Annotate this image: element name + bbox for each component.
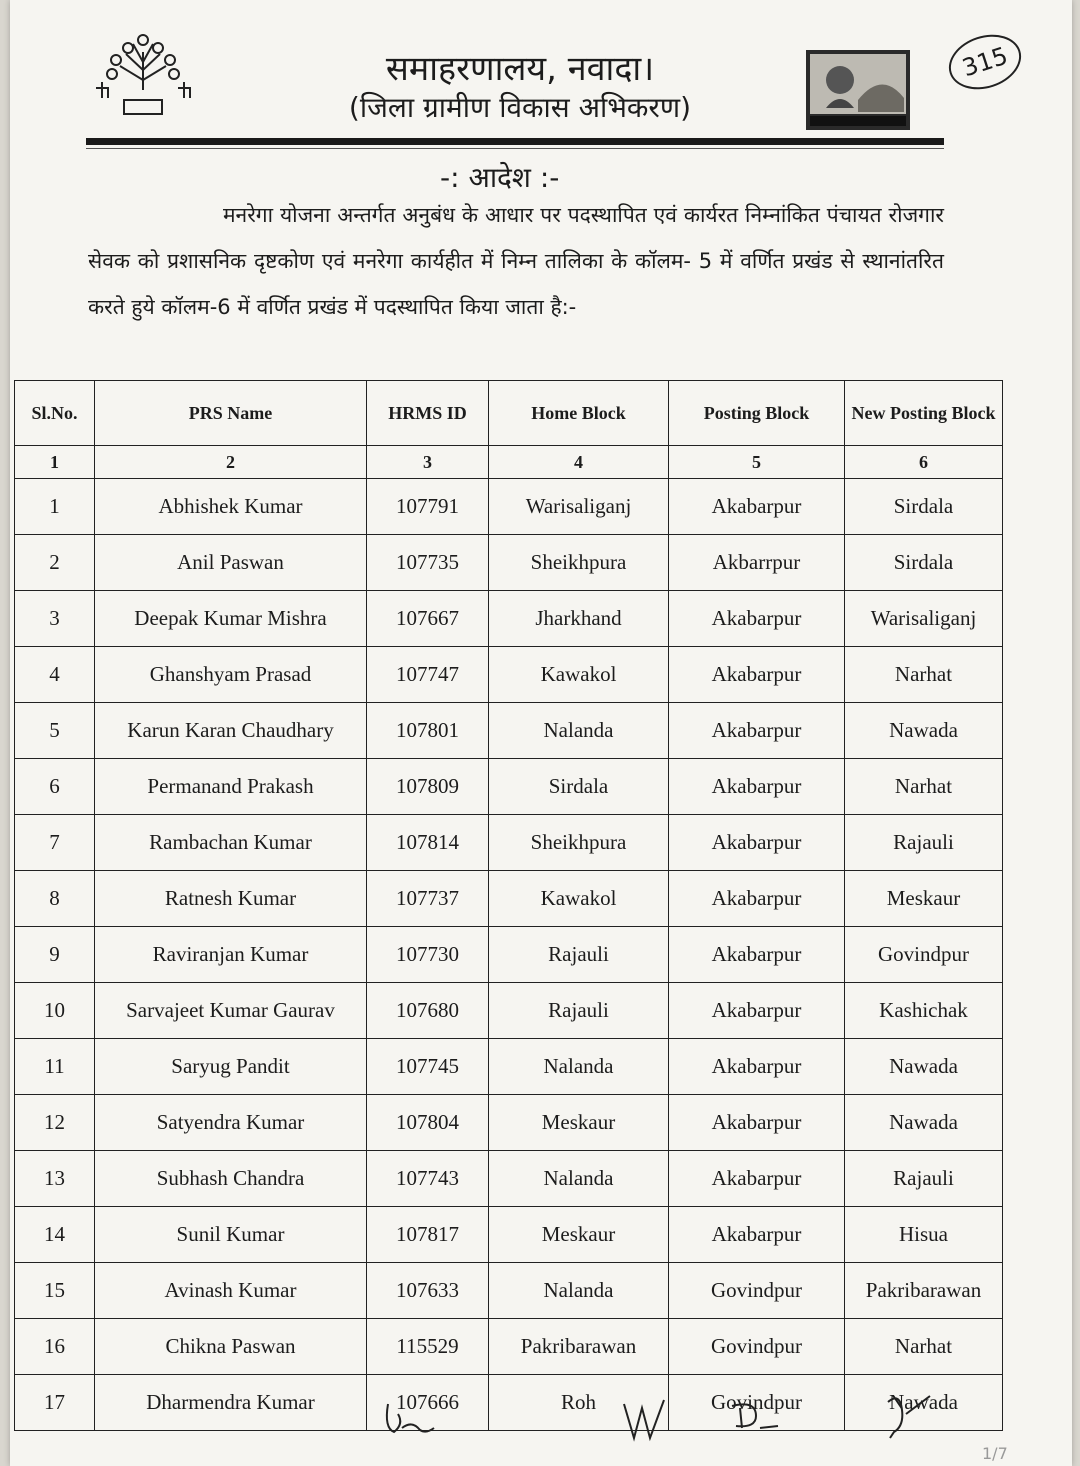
cell-new-posting-block: Narhat: [845, 759, 1003, 815]
cell-home-block: Rajauli: [489, 927, 669, 983]
cell-sl-no: 15: [15, 1263, 95, 1319]
table-row: [15, 1375, 1003, 1431]
cell-hrms-id: 107745: [367, 1039, 489, 1095]
cell-prs-name: Ghanshyam Prasad: [95, 647, 367, 703]
cell-new-posting-block: Nawada: [845, 1095, 1003, 1151]
cell-sl-no: 10: [15, 983, 95, 1039]
cell-prs-name: Ratnesh Kumar: [95, 871, 367, 927]
column-number: 5: [669, 446, 845, 479]
cell-hrms-id: 107801: [367, 703, 489, 759]
cell-sl-no: 4: [15, 647, 95, 703]
cell-new-posting-block: Hisua: [845, 1207, 1003, 1263]
table-row: [15, 759, 1003, 815]
cell-prs-name: Permanand Prakash: [95, 759, 367, 815]
table-row: [15, 1039, 1003, 1095]
signature-initial-2: [620, 1398, 680, 1444]
cell-new-posting-block: Narhat: [845, 647, 1003, 703]
cell-new-posting-block: Nawada: [845, 1375, 1003, 1431]
cell-prs-name: Chikna Paswan: [95, 1319, 367, 1375]
cell-hrms-id: 107666: [367, 1375, 489, 1431]
signature-initial-1: [380, 1398, 440, 1438]
table-row: [15, 983, 1003, 1039]
cell-hrms-id: 107633: [367, 1263, 489, 1319]
header-prs-name: PRS Name: [95, 381, 367, 446]
cell-home-block: Nalanda: [489, 1263, 669, 1319]
cell-hrms-id: 115529: [367, 1319, 489, 1375]
cell-home-block: Sirdala: [489, 759, 669, 815]
bihar-emblem-logo: [88, 30, 198, 122]
cell-new-posting-block: Sirdala: [845, 535, 1003, 591]
header-new-posting-block: New Posting Block: [845, 381, 1003, 446]
cell-posting-block: Akbarrpur: [669, 535, 845, 591]
mgnrega-logo: [806, 50, 910, 130]
cell-prs-name: Sarvajeet Kumar Gaurav: [95, 983, 367, 1039]
cell-prs-name: Subhash Chandra: [95, 1151, 367, 1207]
cell-home-block: Nalanda: [489, 1039, 669, 1095]
cell-home-block: Kawakol: [489, 647, 669, 703]
column-number: 1: [15, 446, 95, 479]
cell-hrms-id: 107743: [367, 1151, 489, 1207]
cell-sl-no: 14: [15, 1207, 95, 1263]
cell-sl-no: 7: [15, 815, 95, 871]
order-body-text: मनरेगा योजना अन्तर्गत अनुबंध के आधार पर पदस्थापित एवं कार्यरत निम्नांकित पंचायत रोजगार सेवक को प्रशासनिक दृष्टकोण एवं मनरेगा कार्यहीत में निम्न तालिका के कॉलम- 5 में वर्णित प्रखंड से स्थानांतरित करते हुये कॉलम-6 में वर्णित प्रखंड में पदस्थापित किया जाता है:-: [88, 203, 944, 319]
cell-prs-name: Avinash Kumar: [95, 1263, 367, 1319]
signature-initial-4: [880, 1392, 940, 1442]
cell-sl-no: 17: [15, 1375, 95, 1431]
cell-sl-no: 6: [15, 759, 95, 815]
cell-home-block: Jharkhand: [489, 591, 669, 647]
cell-new-posting-block: Kashichak: [845, 983, 1003, 1039]
page-number: 1/7: [982, 1444, 1008, 1463]
file-number-stamp: 315: [942, 26, 1028, 98]
cell-prs-name: Sunil Kumar: [95, 1207, 367, 1263]
transfer-table: [14, 380, 1003, 1431]
cell-sl-no: 2: [15, 535, 95, 591]
document-title: समाहरणालय, नवादा।: [385, 49, 655, 89]
cell-posting-block: Akabarpur: [669, 479, 845, 535]
cell-new-posting-block: Rajauli: [845, 815, 1003, 871]
cell-sl-no: 1: [15, 479, 95, 535]
cell-posting-block: Akabarpur: [669, 927, 845, 983]
header-posting-block: Posting Block: [669, 381, 845, 446]
cell-home-block: Rajauli: [489, 983, 669, 1039]
cell-hrms-id: 107730: [367, 927, 489, 983]
cell-sl-no: 8: [15, 871, 95, 927]
cell-hrms-id: 107667: [367, 591, 489, 647]
table-row: [15, 479, 1003, 535]
header-divider: [86, 138, 944, 145]
header-home-block: Home Block: [489, 381, 669, 446]
table-header-row: [15, 381, 1003, 446]
cell-posting-block: Akabarpur: [669, 703, 845, 759]
cell-new-posting-block: Sirdala: [845, 479, 1003, 535]
cell-home-block: Pakribarawan: [489, 1319, 669, 1375]
cell-prs-name: Karun Karan Chaudhary: [95, 703, 367, 759]
table-row: [15, 647, 1003, 703]
table-row: [15, 703, 1003, 759]
cell-hrms-id: 107817: [367, 1207, 489, 1263]
header-divider-thin: [86, 148, 944, 149]
cell-new-posting-block: Nawada: [845, 703, 1003, 759]
cell-new-posting-block: Meskaur: [845, 871, 1003, 927]
table-row: [15, 1151, 1003, 1207]
cell-sl-no: 5: [15, 703, 95, 759]
cell-home-block: Roh: [489, 1375, 669, 1431]
cell-hrms-id: 107809: [367, 759, 489, 815]
signature-initial-3: [726, 1398, 786, 1434]
order-heading: -: आदेश :-: [440, 161, 560, 194]
cell-prs-name: Satyendra Kumar: [95, 1095, 367, 1151]
cell-home-block: Nalanda: [489, 1151, 669, 1207]
cell-prs-name: Anil Paswan: [95, 535, 367, 591]
column-number-row: [15, 446, 1003, 479]
cell-new-posting-block: Narhat: [845, 1319, 1003, 1375]
column-number: 4: [489, 446, 669, 479]
cell-posting-block: Govindpur: [669, 1263, 845, 1319]
table-row: [15, 591, 1003, 647]
table-row: [15, 535, 1003, 591]
cell-hrms-id: 107680: [367, 983, 489, 1039]
cell-posting-block: Akabarpur: [669, 759, 845, 815]
table-row: [15, 1263, 1003, 1319]
cell-posting-block: Akabarpur: [669, 1095, 845, 1151]
cell-posting-block: Akabarpur: [669, 1039, 845, 1095]
cell-hrms-id: 107737: [367, 871, 489, 927]
table-row: [15, 871, 1003, 927]
table-row: [15, 1207, 1003, 1263]
cell-sl-no: 9: [15, 927, 95, 983]
cell-posting-block: Akabarpur: [669, 983, 845, 1039]
cell-new-posting-block: Govindpur: [845, 927, 1003, 983]
column-number: 3: [367, 446, 489, 479]
cell-home-block: Nalanda: [489, 703, 669, 759]
cell-prs-name: Dharmendra Kumar: [95, 1375, 367, 1431]
cell-posting-block: Govindpur: [669, 1375, 845, 1431]
column-number: 2: [95, 446, 367, 479]
cell-sl-no: 16: [15, 1319, 95, 1375]
cell-home-block: Meskaur: [489, 1095, 669, 1151]
cell-new-posting-block: Rajauli: [845, 1151, 1003, 1207]
cell-home-block: Warisaliganj: [489, 479, 669, 535]
cell-prs-name: Rambachan Kumar: [95, 815, 367, 871]
cell-posting-block: Akabarpur: [669, 647, 845, 703]
cell-sl-no: 11: [15, 1039, 95, 1095]
column-number: 6: [845, 446, 1003, 479]
cell-new-posting-block: Pakribarawan: [845, 1263, 1003, 1319]
table-row: [15, 927, 1003, 983]
table-row: [15, 1095, 1003, 1151]
cell-hrms-id: 107735: [367, 535, 489, 591]
cell-new-posting-block: Warisaliganj: [845, 591, 1003, 647]
cell-prs-name: Raviranjan Kumar: [95, 927, 367, 983]
cell-new-posting-block: Nawada: [845, 1039, 1003, 1095]
cell-hrms-id: 107814: [367, 815, 489, 871]
cell-posting-block: Akabarpur: [669, 591, 845, 647]
cell-home-block: Meskaur: [489, 1207, 669, 1263]
cell-posting-block: Akabarpur: [669, 871, 845, 927]
cell-home-block: Kawakol: [489, 871, 669, 927]
cell-posting-block: Akabarpur: [669, 1151, 845, 1207]
header-sl-no: Sl.No.: [15, 381, 95, 446]
document-subtitle: (जिला ग्रामीण विकास अभिकरण): [348, 91, 692, 124]
cell-sl-no: 3: [15, 591, 95, 647]
cell-sl-no: 12: [15, 1095, 95, 1151]
header-hrms-id: HRMS ID: [367, 381, 489, 446]
cell-home-block: Sheikhpura: [489, 535, 669, 591]
cell-hrms-id: 107804: [367, 1095, 489, 1151]
cell-posting-block: Akabarpur: [669, 1207, 845, 1263]
cell-sl-no: 13: [15, 1151, 95, 1207]
cell-prs-name: Saryug Pandit: [95, 1039, 367, 1095]
table-row: [15, 815, 1003, 871]
cell-prs-name: Deepak Kumar Mishra: [95, 591, 367, 647]
cell-prs-name: Abhishek Kumar: [95, 479, 367, 535]
cell-posting-block: Akabarpur: [669, 815, 845, 871]
table-row: [15, 1319, 1003, 1375]
cell-posting-block: Govindpur: [669, 1319, 845, 1375]
cell-hrms-id: 107747: [367, 647, 489, 703]
cell-hrms-id: 107791: [367, 479, 489, 535]
cell-home-block: Sheikhpura: [489, 815, 669, 871]
